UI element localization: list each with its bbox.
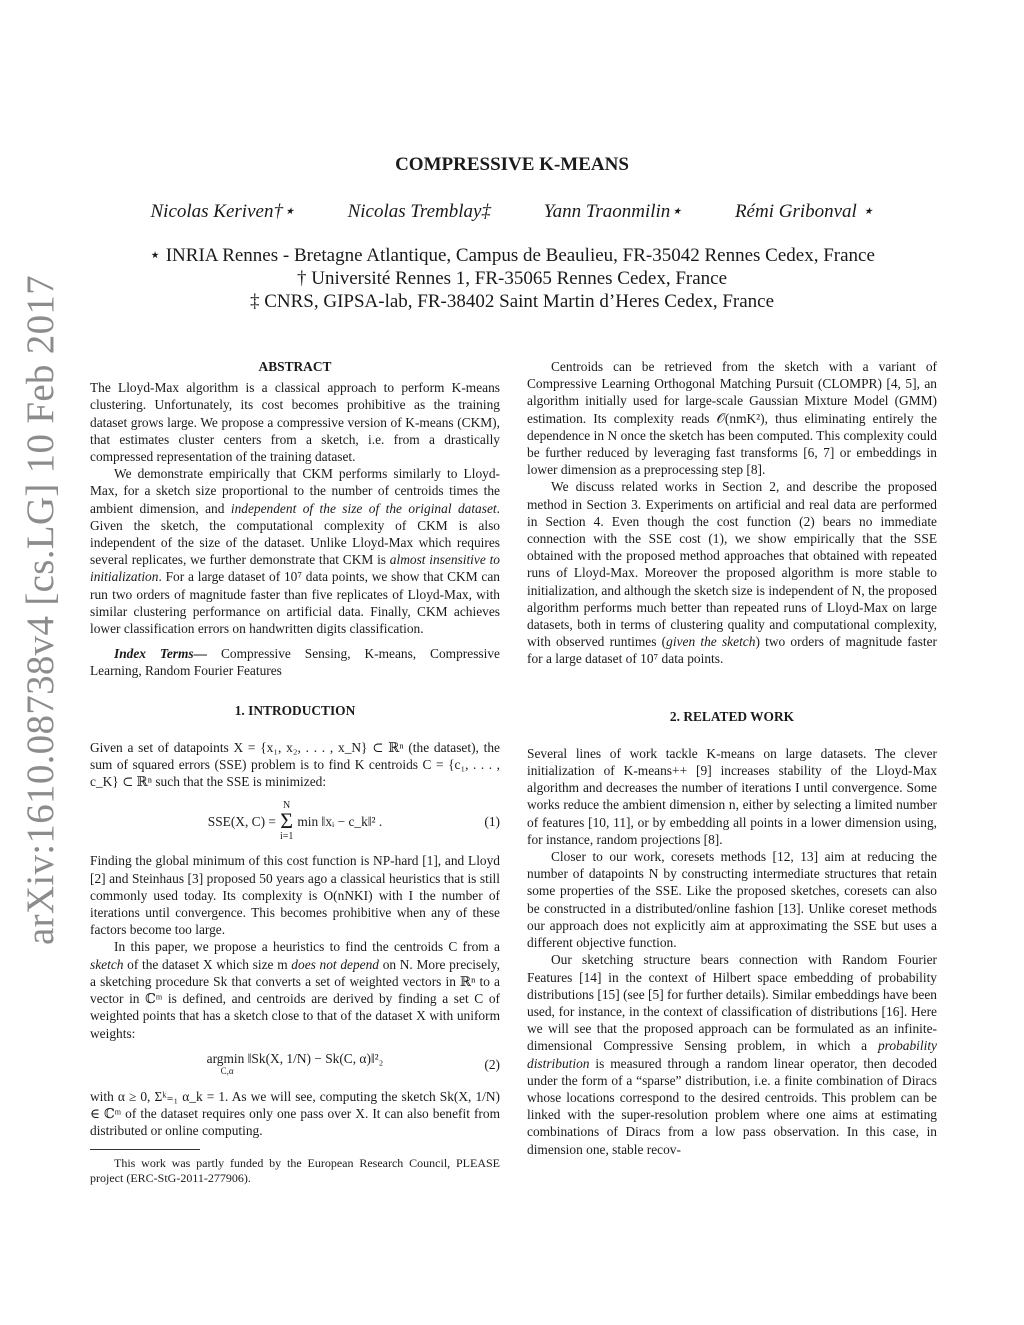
affiliation: ⋆ INRIA Rennes - Bretagne Atlantique, Campus de Beaulieu, FR-35042 Rennes Cedex, France: [149, 245, 875, 266]
intro-paragraph-4: with α ≥ 0, Σᵏ₌₁ α_k = 1. As we will see, computing the sketch Sk(X, 1/N) ∈ ℂᵐ of the dataset requires only one pass over X. It can also benefit from distributed or online computing.: [90, 1088, 500, 1139]
index-terms: Index Terms— Compressive Sensing, K-means, Compressive Learning, Random Fourier Features: [90, 646, 500, 679]
sum-operator: N Σ i=1: [279, 800, 294, 843]
abstract-heading: ABSTRACT: [258, 359, 332, 374]
related-paragraph-3: Our sketching structure bears connection with Random Fourier Features [14] in the context of Hilbert space embedding of probability distributions [15] (see [5] for further details). Similar embeddings have been used, for instance, in the context of classification of distributions [16]. Here we will see that the proposed approach can be formulated as an infinite-dimensional Compressive Sensing problem, in which a probability distribution is measured through a random linear operator, then decoded under the form of a “sparse” distribution, i.e. a finite combination of Diracs whose locations correspond to the desired centroids. This problem can be linked with the super-resolution problem where one aims at estimating combinations of Diracs from a low pass observation. In this case, in dimension one, stable recov-: [527, 952, 937, 1157]
related-paragraph-1: Several lines of work tackle K-means on large datasets. The clever initialization of K-means++ [9] increases stability of the Lloyd-Max algorithm and decreases the number of iterations I until convergence. Some works reduce the ambient dimension n, either by selecting a limited number of features [10, 11], or by embedding all points in a lower dimension using, for instance, random projections [8].: [527, 745, 937, 847]
intro-paragraph-3: In this paper, we propose a heuristics to find the centroids C from a sketch of the dataset X which size m does not depend on N. More precisely, a sketching procedure Sk that converts a set of weighted vectors in ℝⁿ to a vector in ℂᵐ is defined, and centroids are derived by finding a set C of weighted points that has a sketch close to that of the dataset X with uniform weights:: [90, 939, 500, 1041]
equation-number: (1): [484, 813, 500, 829]
right-column: [527, 358, 937, 1158]
author: Yann Traonmilin⋆: [543, 201, 683, 222]
equation-2: argmin ‖Sk(X, 1/N) − Sk(C, α)‖²₂ C,α (2): [206, 1050, 500, 1076]
author: Nicolas Tremblay‡: [347, 201, 491, 222]
author: Rémi Gribonval ⋆: [734, 201, 874, 222]
paper-title: COMPRESSIVE K-MEANS: [395, 154, 629, 175]
footnote-divider: [90, 1149, 200, 1150]
affiliation: † Université Rennes 1, FR-35065 Rennes Cedex, France: [296, 268, 728, 289]
intro-paragraph-2: Finding the global minimum of this cost function is NP-hard [1], and Lloyd [2] and Steinhaus [3] proposed 50 years ago a classical heuristics that is still commonly used today. Its complexity is O(nNKI) with I the number of iterations until convergence. This becomes prohibitive when any of these factors become too large.: [90, 853, 500, 938]
affiliation: ‡ CNRS, GIPSA-lab, FR-38402 Saint Martin d’Heres Cedex, France: [249, 291, 775, 312]
equation-1: SSE(X, C) = N Σ i=1 min ‖xᵢ − c_k‖² . (1): [207, 800, 500, 843]
author: Nicolas Keriven†⋆: [150, 201, 295, 222]
arxiv-stamp: arXiv:1610.08738v4 [cs.LG] 10 Feb 2017: [19, 275, 62, 945]
related-paragraph-2: Closer to our work, coresets methods [12, 13] aim at reducing the number of datapoints N by constructing intermediate structures that retain some properties of the SSE. Like the proposed sketches, coresets can also be constructed in a distributed/online fashion [13]. Unlike coreset methods our approach does not explicitly aim at approximating the SSE but uses a different objective function.: [527, 849, 937, 951]
affiliations: [0, 244, 1024, 313]
introduction-heading: 1. INTRODUCTION: [234, 702, 356, 718]
related-work-heading: 2. RELATED WORK: [669, 708, 795, 724]
abstract-paragraph-2: We demonstrate empirically that CKM performs similarly to Lloyd-Max, for a sketch size proportional to the number of centroids times the ambient dimension, and independent of the size of the original dataset. Given the sketch, the computational complexity of CKM is also independent of the size of the dataset. Unlike Lloyd-Max which requires several replicates, we further demonstrate that CKM is almost insensitive to initialization. For a large dataset of 10⁷ data points, we show that CKM can run two orders of magnitude faster than five replicates of Lloyd-Max, with similar clustering performance on artificial data. Finally, CKM achieves lower classification errors on handwritten digits classification.: [90, 466, 500, 637]
right-paragraph-2: We discuss related works in Section 2, and describe the proposed method in Section 3. Experiments on artificial and real data are performed in Section 4. Even though the cost function (2) bears no immediate connection with the SSE cost (1), we show empirically that the SSE obtained with the proposed method approaches that obtained with repeated runs of Lloyd-Max. Moreover the proposed algorithm is more stable to initialization, and although the sketch size is independent of N, the proposed algorithm performs much better than repeated runs of Lloyd-Max on large datasets, both in terms of clustering quality and computational complexity, with observed runtimes (given the sketch) two orders of magnitude faster for a large dataset of 10⁷ data points.: [527, 479, 937, 667]
abstract-paragraph-1: The Lloyd-Max algorithm is a classical approach to perform K-means clustering. Unfortunately, its cost becomes prohibitive as the training dataset grows large. We propose a compressive version of K-means (CKM), that estimates cluster centers from a sketch, i.e. from a drastically compressed representation of the training dataset.: [90, 380, 500, 465]
left-column: [90, 358, 500, 1186]
intro-paragraph-1: Given a set of datapoints X = {x₁, x₂, . . . , x_N} ⊂ ℝⁿ (the dataset), the sum of squared errors (SSE) problem is to find K centroids C = {c₁, . . . , c_K} ⊂ ℝⁿ such that the SSE is minimized:: [90, 739, 500, 790]
funding-footnote: This work was partly funded by the European Research Council, PLEASE project (ERC-StG-2011-277906).: [90, 1156, 500, 1186]
author-list: [0, 200, 1024, 223]
right-paragraph-1: Centroids can be retrieved from the sketch with a variant of Compressive Learning Orthogonal Matching Pursuit (CLOMPR) [4, 5], an algorithm initially used for large-scale Gaussian Mixture Model (GMM) estimation. Its complexity reads 𝒪(nmK²), thus eliminating entirely the dependence in N once the sketch has been computed. This complexity could be further reduced by leveraging fast transforms [6, 7] or embeddings in lower dimension as a preprocessing step [8].: [527, 359, 937, 478]
equation-number: (2): [484, 1057, 500, 1073]
